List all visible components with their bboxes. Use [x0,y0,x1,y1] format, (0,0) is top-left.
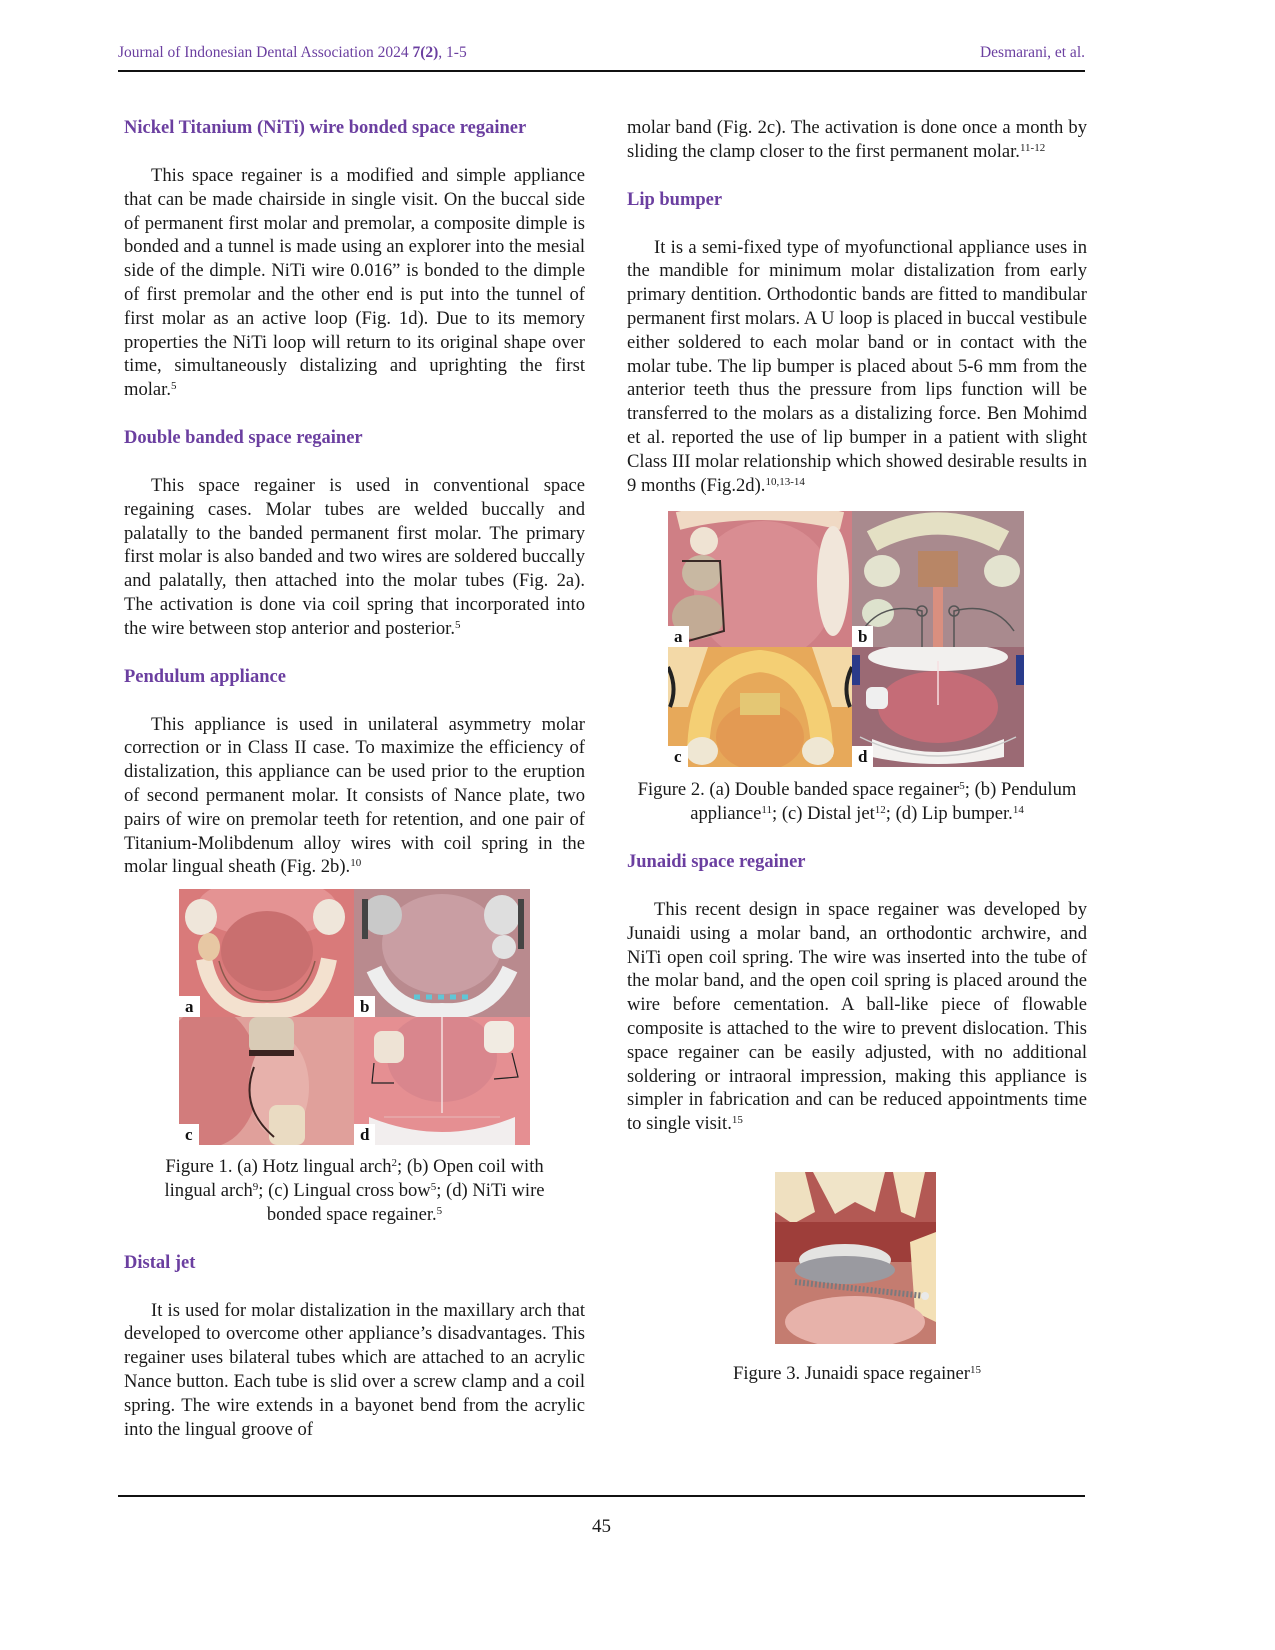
citation-ref: 15 [731,1114,743,1127]
figure-2c-photo [668,647,852,767]
right-column [627,116,1087,1386]
citation-ref: 5 [171,380,177,393]
journal-volume: 7(2) [412,44,439,61]
panel-label: a [179,996,200,1017]
figure-2d-photo [852,647,1024,767]
citation-ref: 10,13-14 [765,475,805,488]
figure-3-caption: Figure 3. Junaidi space regainer$^{15}$ [733,1362,981,1384]
journal-citation: Journal of Indonesian Dental Association 2024 7(2), 1-5 [118,44,467,61]
footer-rule [118,1495,1085,1497]
page-number: 45 [592,1516,611,1537]
paragraph-lip-bumper: It is a semi-fixed type of myofunctional appliance uses in the mandible for minimum molar distalization from early primary dentition. Orthodontic bands are fitted to mandibular permanent first molars. A U loop is placed in buccal vestibule either soldered to each molar band or in contact with the molar tube. The lip bumper is placed about 5-6 mm from the anterior teeth thus the pressure from lips function will be transferred to the molars as a distalizing force. Ben Mohimd et al. reported the use of lip bumper in a patient with slight Class III molar relationship which showed desirable results in 9 months (Fig.2d).$^{10,13-14}$ [627,236,1087,496]
figure-1a-photo [179,889,354,1017]
figure-1c-photo [179,1017,354,1145]
citation-ref: 10 [350,857,362,870]
section-heading-pendulum: Pendulum appliance [124,666,286,687]
figure-2a-photo [668,511,852,647]
figure-3-photo [775,1172,936,1344]
panel-label: c [179,1124,199,1145]
author-running-head: Desmarani, et al. [979,44,1085,61]
panel-label: a [668,626,689,647]
panel-label: c [668,746,688,767]
paragraph-niti: This space regainer is a modified and simple appliance that can be made chairside in single visit. On the buccal side of permanent first molar and premolar, a composite dimple is bonded and a tunnel is made using an explorer into the mesial side of the dimple. NiTi wire 0.016” is bonded to the dimple of first premolar and the other end is put into the tunnel of first molar as an active loop (Fig. 1d). Due to its memory properties the NiTi loop will return to its original shape over time, simultaneously distalizing and uprighting the first molar.$^5$ [124,165,585,401]
paragraph-double-banded: This space regainer is used in conventional space regaining cases. Molar tubes are welded buccally and palatally to the banded permanent first molar. The primary first molar is also banded and two wires are soldered buccally and palatally, then attached into the molar tubes (Fig. 2a). The activation is done via coil spring that incorporated into the wire between stop anterior and posterior.$^5$ [124,474,585,639]
paragraph-junaidi: This recent design in space regainer was developed by Junaidi using a molar band, an orthodontic archwire, and NiTi open coil spring. The wire was inserted into the tube of the molar band, and the open coil spring is placed around the wire before cementation. A ball-like piece of flowable composite is attached to the wire to prevent dislocation. This space regainer can be easily adjusted, with no additional soldering or intraoral impression, making this appliance is simpler in fabrication and can be reduced appointments time to single visit.$^{15}$ [627,898,1087,1135]
figure-2 [668,511,1024,767]
figure-1b-photo [354,889,530,1017]
running-header [118,44,1085,66]
panel-label: d [852,746,873,767]
figure-2-caption: Figure 2. (a) Double banded space regainer$^5$; (b) Pendulum appliance$^{11}$; (c) Distal jet$^{12}$; (d) Lip bumper.$^{14}$ [637,779,1077,825]
figure-1 [179,889,530,1145]
figure-2b-photo [852,511,1024,647]
left-column [124,116,585,1441]
paragraph-pendulum: This appliance is used in unilateral asymmetry molar correction or in Class II case. To maximize the efficiency of distalization, this appliance can be used prior to the eruption of second permanent molar. It consists of Nance plate, two pairs of wire on premolar teeth for retention, and one pair of Titanium-Molibdenum alloy wires with coil spring in the molar lingual sheath (Fig. 2b).$^{10}$ [124,713,585,878]
panel-label: b [852,626,873,647]
figure-1d-photo [354,1017,530,1145]
figure-1-caption: Figure 1. (a) Hotz lingual arch$^2$; (b) Open coil with lingual arch$^9$; (c) Lingual cross bow$^5$; (d) NiTi wire bonded space regainer.$^5$ [164,1156,545,1225]
figure-3 [775,1172,936,1344]
section-heading-lip-bumper: Lip bumper [627,189,723,210]
section-heading-niti: Nickel Titanium (NiTi) wire bonded space regainer [124,118,527,138]
section-heading-distal-jet: Distal jet [124,1252,196,1273]
panel-label: d [354,1124,375,1145]
citation-ref: 5 [454,618,461,631]
header-rule [118,70,1085,72]
citation-ref: 11-12 [1019,141,1046,154]
paragraph-distal-jet-continued: molar band (Fig. 2c). The activation is done once a month by sliding the clamp closer to the first permanent molar.$^{11-12}$ [627,117,1087,162]
section-heading-double-banded: Double banded space regainer [124,427,363,448]
section-heading-junaidi: Junaidi space regainer [627,851,806,872]
panel-label: b [354,996,375,1017]
paragraph-distal-jet: It is used for molar distalization in the maxillary arch that developed to overcome other appliance’s disadvantages. This regainer uses bilateral tubes which are attached to an acrylic Nance button. Each tube is slid over a screw clamp and a coil spring. The wire extends in a bayonet bend from the acrylic into the lingual groove of [124,1299,585,1440]
